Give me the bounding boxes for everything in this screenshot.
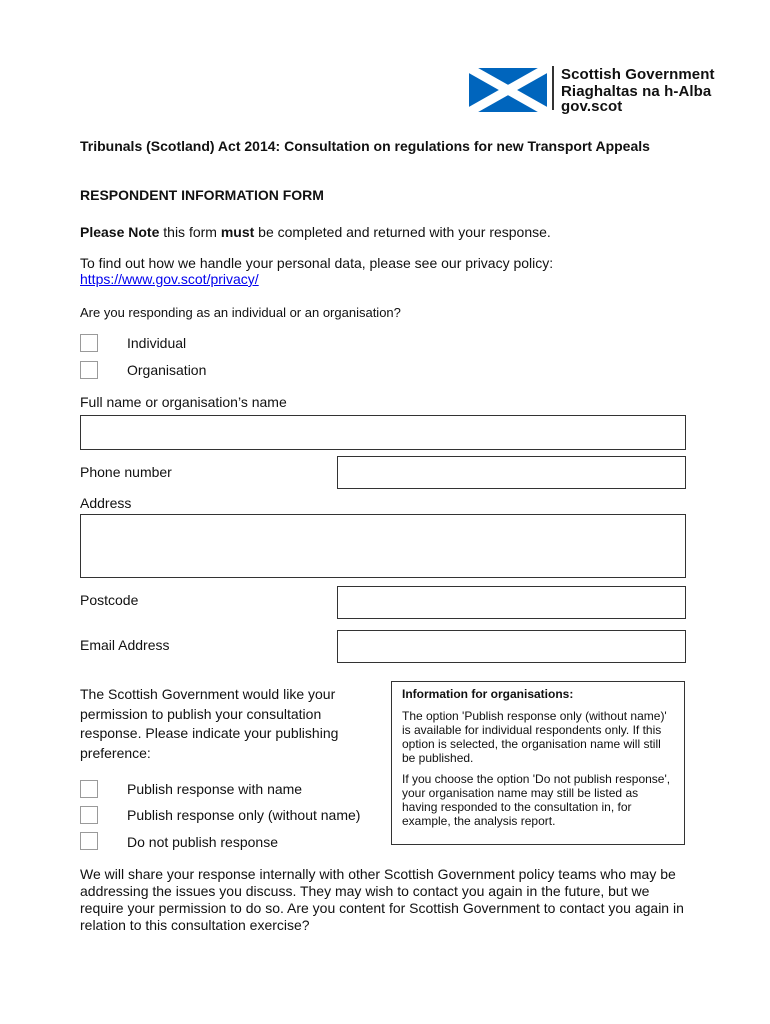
contact-permission-question: We will share your response internally with other Scottish Government policy teams who may be addressing the issues you discuss. They may wish to contact you again in the future, but we require your permission to do so. Are you content for Scottish Government to contact you again in relation to this consultation exercise? [80, 866, 684, 933]
publishing-intro: The Scottish Government would like your permission to publish your consultation response. Please indicate your publishing preference: [80, 686, 339, 761]
logo-line-english: Scottish Government [561, 66, 715, 83]
full-name-field[interactable] [80, 415, 686, 450]
logo-line-gaelic: Riaghaltas na h-Alba [561, 83, 712, 100]
note-part2: be completed and returned with your response. [254, 224, 551, 240]
logo-divider [552, 66, 554, 110]
organisation-checkbox[interactable] [80, 361, 98, 379]
publish-with-name-checkbox[interactable] [80, 780, 98, 798]
postcode-label: Postcode [80, 592, 139, 608]
form-heading: RESPONDENT INFORMATION FORM [80, 187, 324, 203]
postcode-field[interactable] [337, 586, 686, 619]
privacy-policy-link[interactable]: https://www.gov.scot/privacy/ [80, 271, 259, 287]
document-title: Tribunals (Scotland) Act 2014: Consultation on regulations for new Transport Appeals [80, 138, 650, 154]
completion-note [80, 224, 551, 241]
individual-checkbox[interactable] [80, 334, 98, 352]
phone-label: Phone number [80, 464, 172, 480]
email-label: Email Address [80, 637, 170, 653]
address-field[interactable] [80, 514, 686, 578]
publish-without-name-checkbox[interactable] [80, 806, 98, 824]
organisation-label: Organisation [127, 362, 207, 378]
address-label: Address [80, 495, 132, 511]
saltire-flag-icon [469, 68, 547, 112]
full-name-label: Full name or organisation’s name [80, 394, 287, 410]
email-field[interactable] [337, 630, 686, 663]
note-part1: this form [159, 224, 221, 240]
logo-line-domain: gov.scot [561, 98, 623, 115]
publish-with-name-label: Publish response with name [127, 781, 303, 797]
individual-label: Individual [127, 335, 187, 351]
info-box-heading: Information for organisations: [402, 687, 574, 701]
organisation-info-box [391, 681, 685, 845]
info-box-paragraph-2: If you choose the option 'Do not publish response', your organisation name may still be listed as having responded to the consultation in, for example, the analysis report. [402, 772, 671, 828]
do-not-publish-label: Do not publish response [127, 834, 278, 850]
privacy-statement: To find out how we handle your personal data, please see our privacy policy: [80, 255, 554, 271]
respondent-type-question: Are you responding as an individual or an organisation? [80, 305, 401, 320]
phone-field[interactable] [337, 456, 686, 489]
note-must: must [220, 224, 255, 240]
do-not-publish-checkbox[interactable] [80, 832, 98, 850]
info-box-paragraph-1: The option 'Publish response only (without name)' is available for individual respondents only. If this option is selected, the organisation name will still be published. [402, 709, 667, 765]
publish-without-name-label: Publish response only (without name) [127, 807, 361, 823]
note-lead: Please Note [80, 224, 160, 240]
